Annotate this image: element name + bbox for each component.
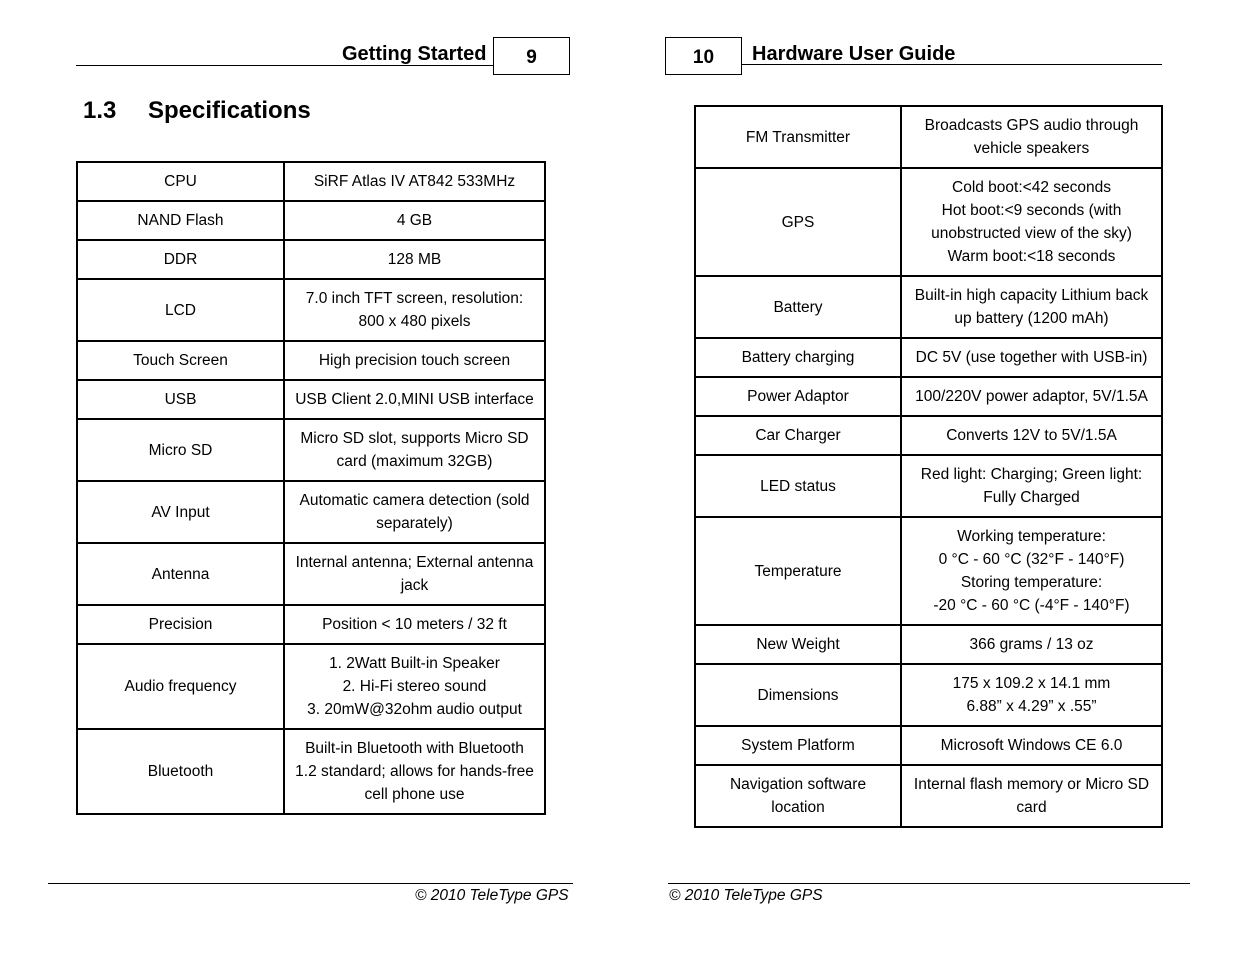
spec-value: SiRF Atlas IV AT842 533MHz xyxy=(284,162,545,201)
spec-value: Red light: Charging; Green light: Fully Charged xyxy=(901,455,1162,517)
page-number: 9 xyxy=(526,47,537,68)
section-title: Specifications xyxy=(148,97,311,124)
spec-row xyxy=(77,341,545,380)
spec-value: 175 x 109.2 x 14.1 mm 6.88” x 4.29” x .55” xyxy=(901,664,1162,726)
spec-label: Temperature xyxy=(695,517,901,625)
spec-value: 100/220V power adaptor, 5V/1.5A xyxy=(901,377,1162,416)
spec-value: Automatic camera detection (sold separately) xyxy=(284,481,545,543)
spec-row xyxy=(695,106,1162,168)
spec-row xyxy=(77,605,545,644)
copyright-footer: © 2010 TeleType GPS xyxy=(415,887,569,904)
spec-value: Position < 10 meters / 32 ft xyxy=(284,605,545,644)
spec-value: Converts 12V to 5V/1.5A xyxy=(901,416,1162,455)
spec-table xyxy=(694,105,1163,828)
copyright-footer: © 2010 TeleType GPS xyxy=(669,887,823,904)
spec-value: DC 5V (use together with USB-in) xyxy=(901,338,1162,377)
spec-row xyxy=(695,455,1162,517)
spec-label: Battery charging xyxy=(695,338,901,377)
header-rule xyxy=(76,65,493,66)
spec-value: Microsoft Windows CE 6.0 xyxy=(901,726,1162,765)
spec-label: GPS xyxy=(695,168,901,276)
page-number: 10 xyxy=(692,47,715,68)
spec-label: Power Adaptor xyxy=(695,377,901,416)
spec-value: 1. 2Watt Built-in Speaker 2. Hi-Fi stereo sound 3. 20mW@32ohm audio output xyxy=(284,644,545,729)
spec-label: NAND Flash xyxy=(77,201,284,240)
page-number-box xyxy=(665,37,742,75)
spec-row xyxy=(695,276,1162,338)
spec-value: Built-in high capacity Lithium back up battery (1200 mAh) xyxy=(901,276,1162,338)
spec-label: FM Transmitter xyxy=(695,106,901,168)
spec-value: 128 MB xyxy=(284,240,545,279)
spec-label: Antenna xyxy=(77,543,284,605)
spec-row xyxy=(77,644,545,729)
spec-label: Bluetooth xyxy=(77,729,284,814)
header-rule xyxy=(742,64,1162,65)
spec-value: High precision touch screen xyxy=(284,341,545,380)
spec-row xyxy=(77,729,545,814)
spec-value: Cold boot:<42 seconds Hot boot:<9 seconds (with unobstructed view of the sky) Warm boot:<18 seconds xyxy=(901,168,1162,276)
spec-value: Micro SD slot, supports Micro SD card (maximum 32GB) xyxy=(284,419,545,481)
spec-label: Audio frequency xyxy=(77,644,284,729)
spec-value: Built-in Bluetooth with Bluetooth 1.2 standard; allows for hands-free cell phone use xyxy=(284,729,545,814)
spec-label: DDR xyxy=(77,240,284,279)
header-title: Hardware User Guide xyxy=(752,43,956,65)
spec-row xyxy=(77,543,545,605)
spec-value: Broadcasts GPS audio through vehicle speakers xyxy=(901,106,1162,168)
spec-row xyxy=(695,726,1162,765)
spec-row xyxy=(77,162,545,201)
spec-row xyxy=(77,419,545,481)
spec-label: LED status xyxy=(695,455,901,517)
spec-row xyxy=(695,664,1162,726)
right-page xyxy=(617,0,1235,954)
spec-label: AV Input xyxy=(77,481,284,543)
spec-value: USB Client 2.0,MINI USB interface xyxy=(284,380,545,419)
spec-label: Battery xyxy=(695,276,901,338)
spec-table xyxy=(76,161,546,815)
page-number-box xyxy=(493,37,570,75)
spec-value: Internal antenna; External antenna jack xyxy=(284,543,545,605)
spec-value: 366 grams / 13 oz xyxy=(901,625,1162,664)
spec-value: Working temperature: 0 °C - 60 °C (32°F - 140°F) Storing temperature: -20 °C - 60 °C (-4°F - 140°F) xyxy=(901,517,1162,625)
footer-rule xyxy=(668,883,1190,884)
spec-label: Precision xyxy=(77,605,284,644)
spec-row xyxy=(77,380,545,419)
spec-label: USB xyxy=(77,380,284,419)
spec-row xyxy=(77,201,545,240)
spec-label: System Platform xyxy=(695,726,901,765)
spec-row xyxy=(695,168,1162,276)
spec-label: Micro SD xyxy=(77,419,284,481)
spec-row xyxy=(77,481,545,543)
spec-label: Dimensions xyxy=(695,664,901,726)
spec-row xyxy=(695,517,1162,625)
spec-row xyxy=(695,377,1162,416)
spec-row xyxy=(695,765,1162,827)
spec-label: CPU xyxy=(77,162,284,201)
spec-row xyxy=(77,240,545,279)
spec-value: Internal flash memory or Micro SD card xyxy=(901,765,1162,827)
spec-value: 4 GB xyxy=(284,201,545,240)
spec-row xyxy=(695,338,1162,377)
spec-label: Navigation software location xyxy=(695,765,901,827)
spec-label: New Weight xyxy=(695,625,901,664)
spec-label: Car Charger xyxy=(695,416,901,455)
header-title: Getting Started xyxy=(342,43,487,65)
spec-row xyxy=(695,625,1162,664)
spec-value: 7.0 inch TFT screen, resolution: 800 x 480 pixels xyxy=(284,279,545,341)
footer-rule xyxy=(48,883,573,884)
spec-label: Touch Screen xyxy=(77,341,284,380)
spec-row xyxy=(695,416,1162,455)
left-page xyxy=(0,0,617,954)
spec-label: LCD xyxy=(77,279,284,341)
spec-row xyxy=(77,279,545,341)
section-number: 1.3 xyxy=(83,97,117,124)
